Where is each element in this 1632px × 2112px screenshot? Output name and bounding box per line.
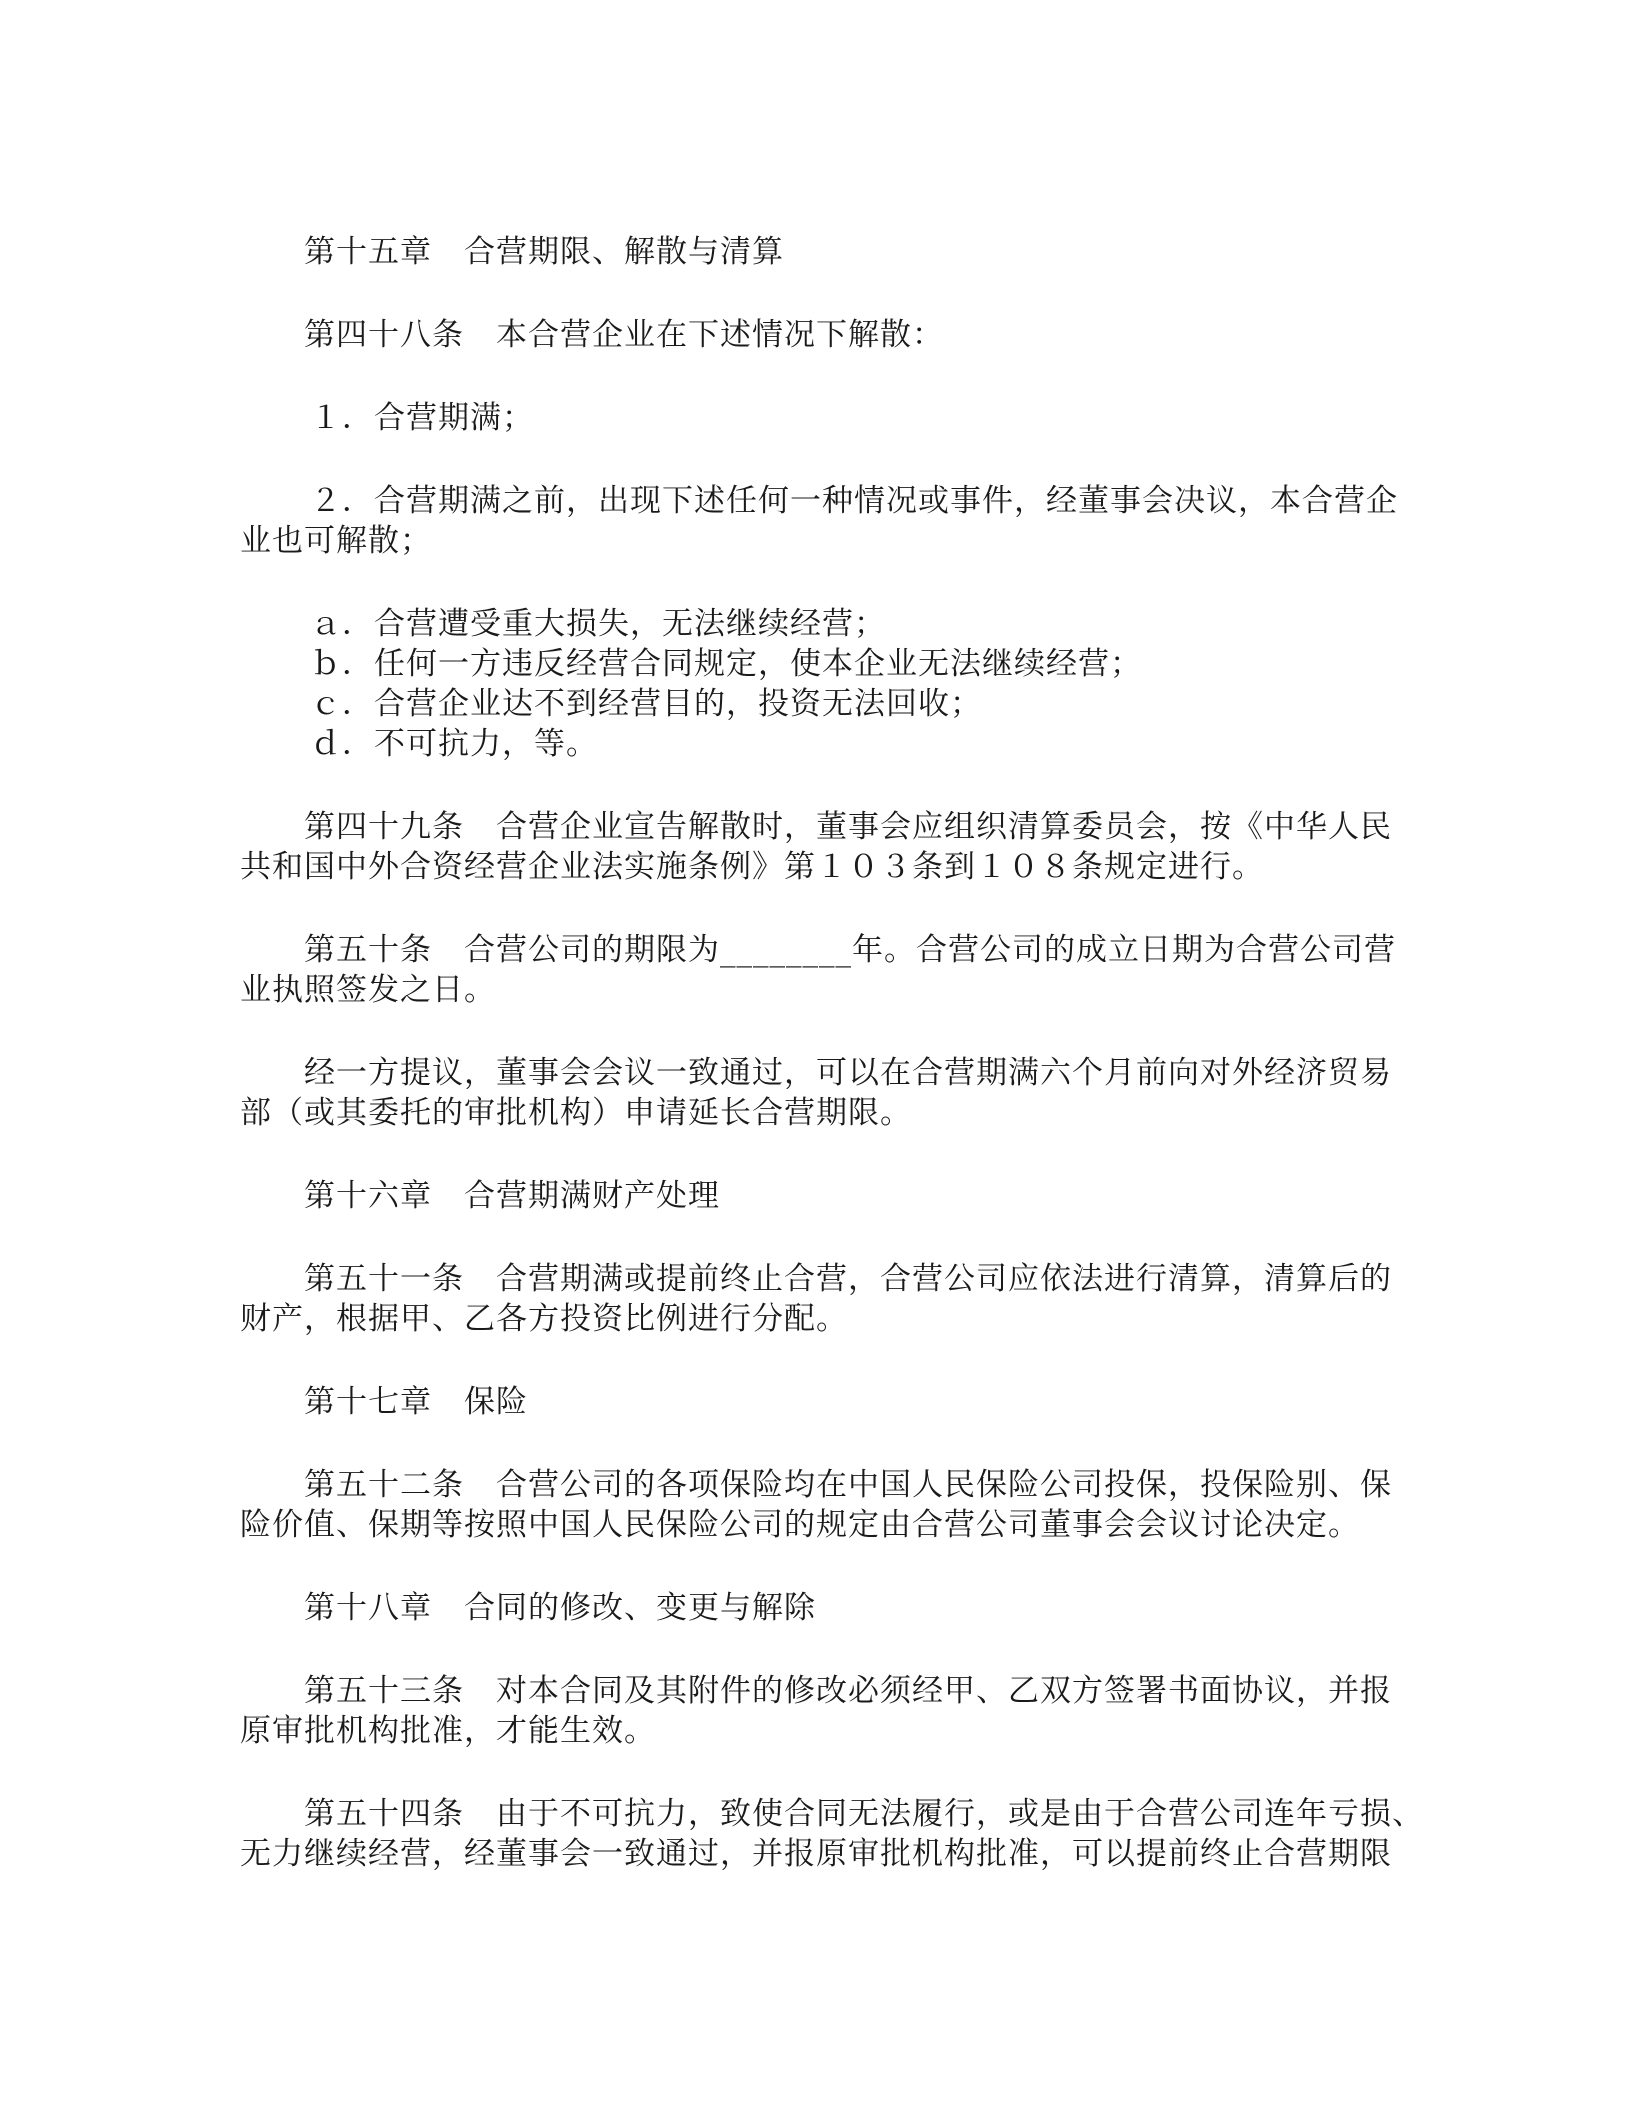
article-48-item-c: ｃ．合营企业达不到经营目的，投资无法回收； [310,686,982,722]
article-48-item-1: １．合营期满； [310,400,534,436]
article-52-cont: 险价值、保期等按照中国人民保险公司的规定由合营公司董事会会议讨论决定。 [240,1507,1360,1543]
chapter-18-heading: 第十八章 合同的修改、变更与解除 [304,1590,816,1626]
article-48: 第四十八条 本合营企业在下述情况下解散： [304,317,944,353]
article-49: 第四十九条 合营企业宣告解散时，董事会应组织清算委员会，按《中华人民 [304,809,1392,845]
article-48-item-2-cont: 业也可解散； [240,523,432,559]
article-54-cont: 无力继续经营，经董事会一致通过，并报原审批机构批准，可以提前终止合营期限 [240,1836,1392,1872]
article-48-item-2: ２．合营期满之前，出现下述任何一种情况或事件，经董事会决议，本合营企 [310,483,1398,519]
article-53-cont: 原审批机构批准，才能生效。 [240,1713,656,1749]
article-48-item-b: ｂ．任何一方违反经营合同规定，使本企业无法继续经营； [310,646,1142,682]
article-52: 第五十二条 合营公司的各项保险均在中国人民保险公司投保，投保险别、保 [304,1467,1392,1503]
article-50-cont: 业执照签发之日。 [240,972,496,1008]
article-50: 第五十条 合营公司的期限为________年。合营公司的成立日期为合营公司营 [304,932,1396,968]
article-50-para-2: 经一方提议，董事会会议一致通过，可以在合营期满六个月前向对外经济贸易 [304,1055,1392,1091]
chapter-17-heading: 第十七章 保险 [304,1384,528,1420]
article-50-para-2-cont: 部（或其委托的审批机构）申请延长合营期限。 [240,1095,912,1131]
article-51-cont: 财产，根据甲、乙各方投资比例进行分配。 [240,1301,848,1337]
article-53: 第五十三条 对本合同及其附件的修改必须经甲、乙双方签署书面协议，并报 [304,1673,1392,1709]
chapter-16-heading: 第十六章 合营期满财产处理 [304,1178,720,1214]
article-51: 第五十一条 合营期满或提前终止合营，合营公司应依法进行清算，清算后的 [304,1261,1392,1297]
article-54: 第五十四条 由于不可抗力，致使合同无法履行，或是由于合营公司连年亏损、 [304,1796,1424,1832]
article-48-item-a: ａ．合营遭受重大损失，无法继续经营； [310,606,886,642]
chapter-15-heading: 第十五章 合营期限、解散与清算 [304,234,784,270]
article-48-item-d: ｄ．不可抗力，等。 [310,726,598,762]
article-49-cont: 共和国中外合资经营企业法实施条例》第１０３条到１０８条规定进行。 [240,849,1264,885]
